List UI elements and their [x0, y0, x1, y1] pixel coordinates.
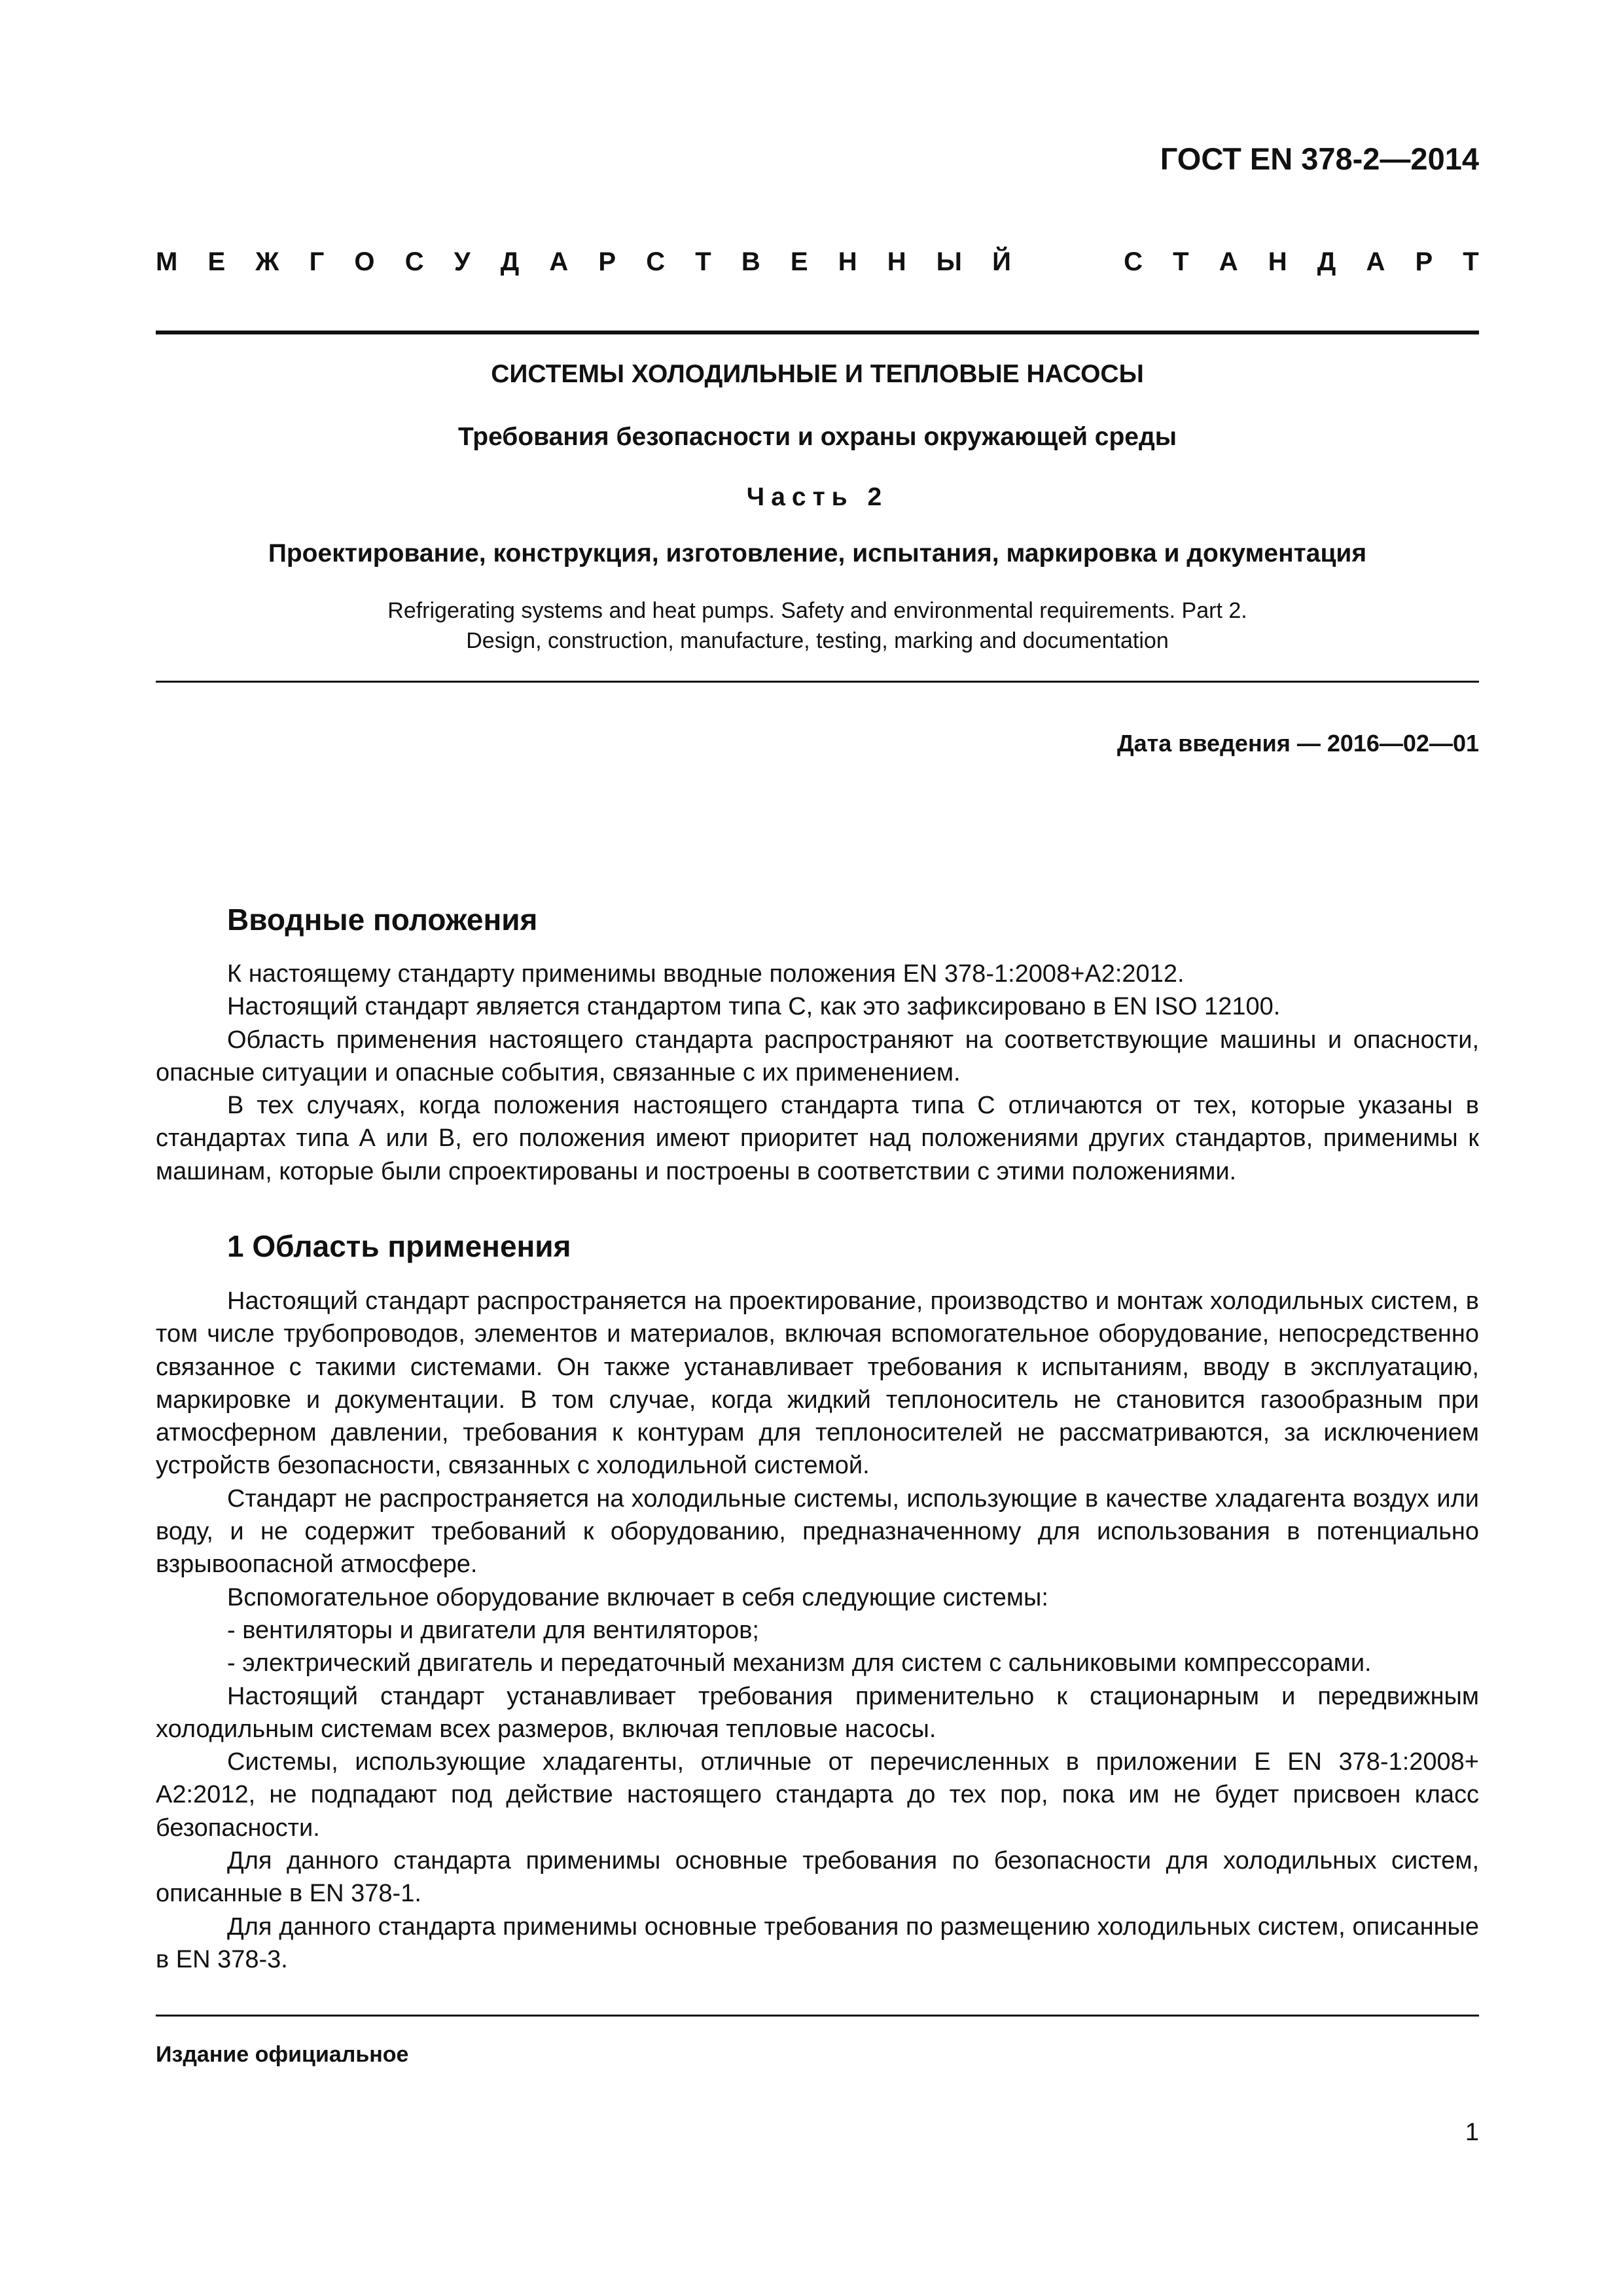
header-divider [156, 331, 1479, 334]
kind-letter: Т [695, 247, 711, 276]
kind-letter: Ж [255, 247, 279, 276]
kind-letter: Е [790, 247, 808, 276]
edition-label: Издание официальное [156, 2042, 409, 2067]
kind-letter: В [741, 247, 760, 276]
paragraph: Системы, использующие хладагенты, отличные от перечисленных в приложении E EN 378-1:2008+ A2:2012, не подпадают под действие настоящего стандарта до тех пор, пока им не будет присвоен класс безопасности. [156, 1748, 1479, 1842]
standard-kind [156, 247, 1479, 277]
kind-letter: А [1366, 247, 1385, 276]
kind-letter: Т [1173, 247, 1189, 276]
paragraph: К настоящему стандарту применимы вводные положения EN 378-1:2008+A2:2012. [227, 960, 1185, 988]
kind-letter: С [1124, 247, 1143, 276]
part-label: Часть 2 [746, 483, 889, 511]
intro-heading: Вводные положения [227, 903, 538, 937]
kind-letter: Т [1463, 247, 1479, 276]
paragraph: В тех случаях, когда положения настоящего стандарта типа С отличаются от тех, которые указаны в стандартах типа А или В, его положения имеют приоритет над положениями других стандартов, применимы к машинам, которые были спроектированы и построены в соответствии с этими положениями. [156, 1092, 1479, 1185]
english-title-line: Design, construction, manufacture, testing, marking and documentation [466, 628, 1169, 653]
kind-letter: Е [207, 247, 226, 276]
kind-letter: Д [500, 247, 520, 276]
paragraph: Настоящий стандарт распространяется на проектирование, производство и монтаж холодильных систем, в том числе трубопроводов, элементов и материалов, включая вспомогательное оборудование, непосредственно связанное с такими системами. Он также устанавливает требования к испытаниям, вводу в эксплуатацию, маркировке и документации. В том случае, когда жидкий теплоноситель не становится газообразным при атмосферном давлении, требования к контурам для теплоносителей не рассматриваются, за исключением устройств безопасности, связанных с холодильной системой. [156, 1287, 1479, 1480]
paragraph: Настоящий стандарт является стандартом типа С, как это зафиксировано в EN ISO 12100. [227, 993, 1281, 1021]
kind-letter: Й [992, 247, 1011, 276]
kind-letter: С [404, 247, 424, 276]
paragraph: Для данного стандарта применимы основные требования по безопасности для холодильных систем, описанные в EN 378-1. [156, 1847, 1479, 1908]
paragraph: Вспомогательное оборудование включает в себя следующие системы: [227, 1583, 1048, 1611]
kind-letter: М [156, 247, 178, 276]
kind-letter: А [1219, 247, 1238, 276]
list-item: - вентиляторы и двигатели для вентиляторов; [227, 1616, 759, 1644]
kind-letter: Н [838, 247, 857, 276]
document-subtitle: Требования безопасности и охраны окружающей среды [457, 423, 1177, 451]
kind-letter: У [454, 247, 471, 276]
document-title: СИСТЕМЫ ХОЛОДИЛЬНЫЕ И ТЕПЛОВЫЕ НАСОСЫ [491, 360, 1144, 388]
kind-letter: Г [309, 247, 325, 276]
footer-divider [156, 2015, 1479, 2017]
intro-body [156, 958, 1479, 1188]
paragraph: Стандарт не распространяется на холодильные системы, использующие в качестве хладагента воздух или воду, и не содержит требований к оборудованию, предназначенному для использования в потенциально взрывоопасной атмосфере. [156, 1484, 1479, 1579]
kind-letter: А [549, 247, 569, 276]
list-item: - электрический двигатель и передаточный механизм для систем с сальниковыми компрессорами. [227, 1649, 1372, 1677]
part-title: Проектирование, конструкция, изготовление, испытания, маркировка и документация [268, 539, 1367, 567]
kind-letter: Н [1268, 247, 1287, 276]
kind-letter: Н [887, 247, 906, 276]
kind-letter: Р [598, 247, 616, 276]
introduction-date: Дата введения — 2016—02—01 [1116, 730, 1479, 757]
paragraph: Область применения настоящего стандарта распространяют на соответствующие машины и опасности, опасные ситуации и опасные события, связанные с их применением. [156, 1026, 1479, 1086]
standard-designation: ГОСТ EN 378-2—2014 [1160, 141, 1479, 176]
paragraph: Настоящий стандарт устанавливает требования применительно к стационарным и передвижным холодильным системам всех размеров, включая тепловые насосы. [156, 1682, 1479, 1743]
scope-heading: 1 Область применения [227, 1229, 571, 1263]
kind-letter: Ы [936, 247, 962, 276]
kind-letter: Д [1317, 247, 1336, 276]
kind-letter: Р [1415, 247, 1433, 276]
kind-letter: О [354, 247, 375, 276]
english-title-line: Refrigerating systems and heat pumps. Safety and environmental requirements. Part 2. [387, 598, 1247, 623]
title-divider [156, 681, 1479, 683]
kind-word-gap [1041, 247, 1094, 277]
paragraph: Для данного стандарта применимы основные требования по размещению холодильных систем, описанные в EN 378-3. [156, 1912, 1479, 1973]
english-title [156, 596, 1479, 656]
page-number: 1 [1465, 2119, 1479, 2146]
scope-body [156, 1285, 1479, 1976]
kind-letter: С [646, 247, 666, 276]
